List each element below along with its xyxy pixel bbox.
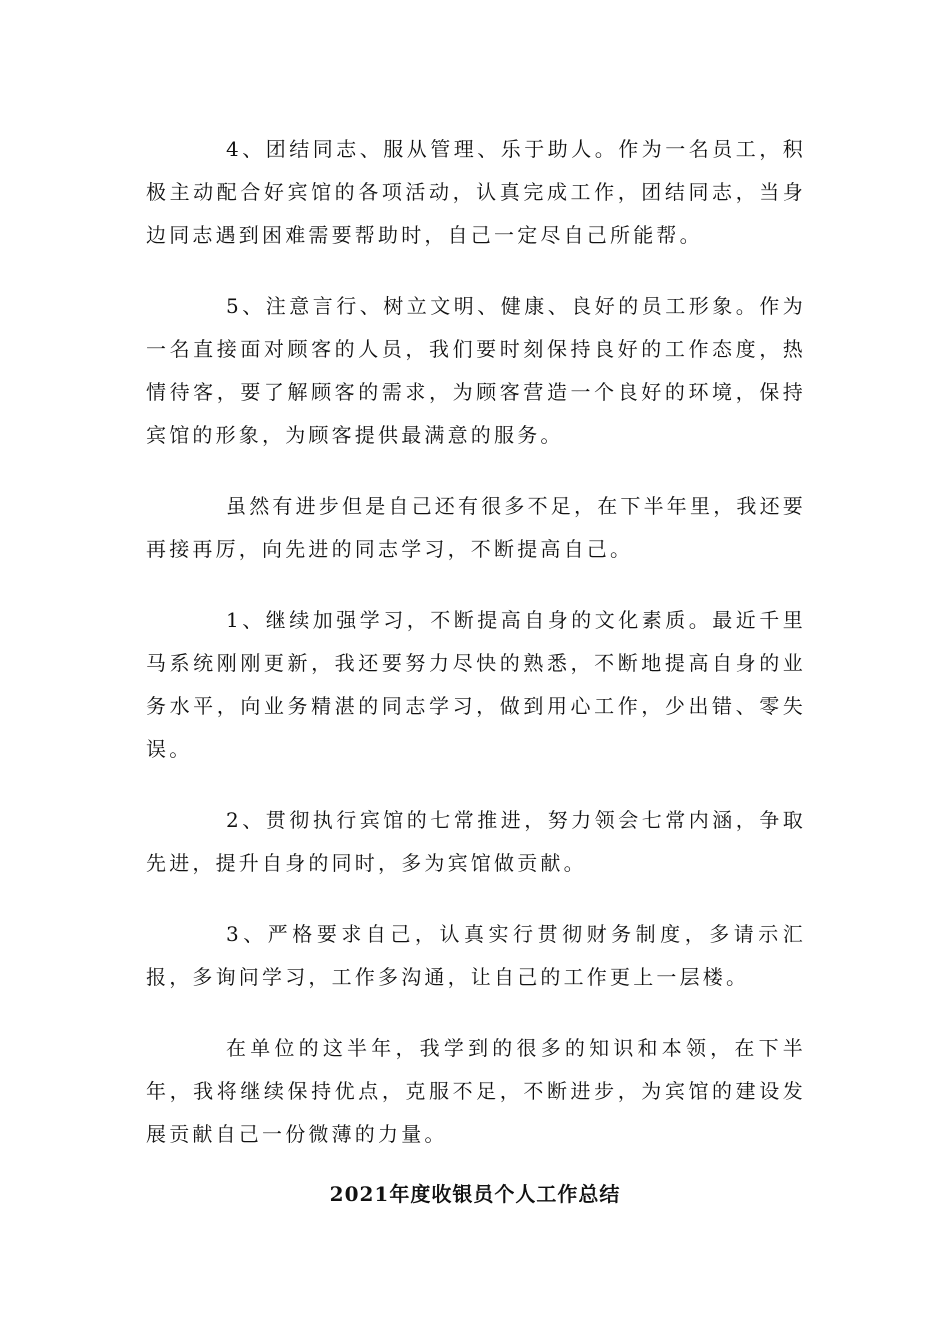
paragraph-item-4: 4、团结同志、服从管理、乐于助人。作为一名员工，积极主动配合好宾馆的各项活动，认真完成工作，团结同志，当身边同志遇到困难需要帮助时，自己一定尽自己所能帮。 [146, 137, 806, 247]
document-body [146, 128, 806, 1156]
paragraph-plan-3: 3、严格要求自己，认真实行贯彻财务制度，多请示汇报，多询问学习，工作多沟通，让自己的工作更上一层楼。 [146, 922, 806, 989]
paragraph-gap [146, 571, 806, 599]
paragraph-gap [146, 257, 806, 285]
paragraph-plan-1: 1、继续加强学习，不断提高自身的文化素质。最近千里马系统刚刚更新，我还要努力尽快的熟悉，不断地提高自身的业务水平，向业务精湛的同志学习，做到用心工作，少出错、零失误。 [146, 608, 806, 761]
paragraph-plan-2: 2、贯彻执行宾馆的七常推进，努力领会七常内涵，争取先进，提升自身的同时，多为宾馆做贡献。 [146, 808, 806, 875]
paragraph-gap [146, 457, 806, 485]
paragraph-conclusion: 在单位的这半年，我学到的很多的知识和本领，在下半年，我将继续保持优点，克服不足，不断进步，为宾馆的建设发展贡献自己一份微薄的力量。 [146, 1036, 806, 1146]
paragraph-gap [146, 771, 806, 799]
paragraph-gap [146, 999, 806, 1027]
paragraph-summary: 虽然有进步但是自己还有很多不足，在下半年里，我还要再接再厉，向先进的同志学习，不断提高自己。 [146, 494, 806, 561]
section-title: 2021年度收银员个人工作总结 [329, 1182, 621, 1206]
paragraph-gap [146, 885, 806, 913]
paragraph-item-5: 5、注意言行、树立文明、健康、良好的员工形象。作为一名直接面对顾客的人员，我们要时刻保持良好的工作态度，热情待客，要了解顾客的需求，为顾客营造一个良好的环境，保持宾馆的形象，为顾客提供最满意的服务。 [146, 294, 806, 447]
